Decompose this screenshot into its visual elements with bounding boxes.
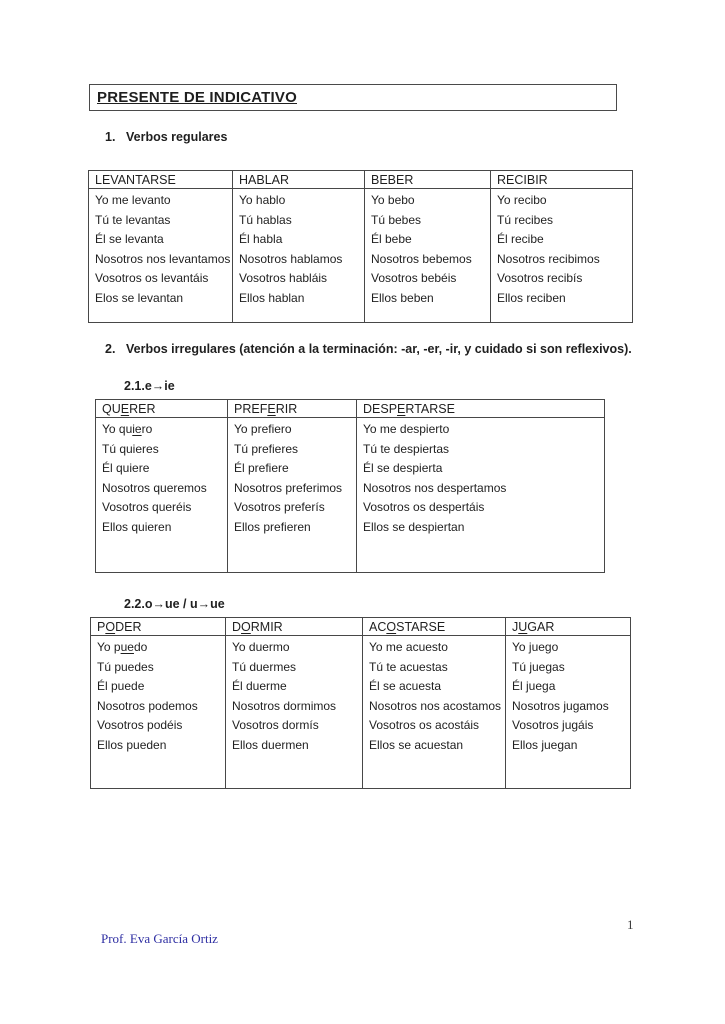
conjugation-line: Yo hablo bbox=[239, 193, 286, 207]
conjugation-line: Vosotros os despertáis bbox=[363, 500, 485, 515]
conjugation-cell-despertarse bbox=[357, 418, 605, 573]
conjugation-cell-dormir bbox=[226, 636, 363, 789]
conjugation-line: Ellos pueden bbox=[97, 737, 167, 752]
conjugation-line: Tú te despiertas bbox=[363, 441, 450, 456]
column-header-recibir: RECIBIR bbox=[491, 171, 633, 189]
conjugation-line: Vosotros bebéis bbox=[371, 271, 457, 286]
conjugation-line: Elos se levantan bbox=[95, 290, 184, 305]
conjugation-line: Yo me levanto bbox=[95, 193, 171, 207]
conjugation-line: Ellos quieren bbox=[102, 519, 172, 534]
conjugation-line: Nosotros dormimos bbox=[232, 698, 337, 713]
section-2-heading bbox=[105, 342, 632, 356]
table-header-row bbox=[91, 618, 631, 636]
conjugation-line: Nosotros nos levantamos bbox=[95, 251, 231, 266]
conjugation-cell-jugar bbox=[506, 636, 631, 789]
conjugation-line: Vosotros preferís bbox=[234, 500, 325, 515]
conjugation-line: Yo quiero bbox=[102, 422, 153, 436]
conjugation-line: Ellos hablan bbox=[239, 290, 305, 305]
column-header-poder: PODER bbox=[91, 618, 226, 636]
conjugation-line: Vosotros recibís bbox=[497, 271, 583, 286]
conjugation-line: Vosotros queréis bbox=[102, 500, 192, 515]
section-2-2-heading bbox=[124, 597, 225, 611]
conjugation-line: Él duerme bbox=[232, 679, 287, 694]
o-ue-verbs-table bbox=[90, 617, 631, 789]
conjugation-line: Él se levanta bbox=[95, 232, 164, 247]
conjugation-line: Tú recibes bbox=[497, 212, 554, 227]
column-header-preferir: PREFERIR bbox=[228, 400, 357, 418]
conjugation-line: Nosotros queremos bbox=[102, 480, 207, 495]
conjugation-line: Él quiere bbox=[102, 461, 150, 476]
table-body-row bbox=[89, 189, 633, 323]
conjugation-line: Nosotros podemos bbox=[97, 698, 198, 713]
conjugation-line: Nosotros hablamos bbox=[239, 251, 343, 266]
conjugation-line: Él se despierta bbox=[363, 461, 443, 476]
conjugation-line: Vosotros habláis bbox=[239, 271, 328, 286]
conjugation-line: Tú hablas bbox=[239, 212, 292, 227]
conjugation-line: Vosotros dormís bbox=[232, 718, 319, 733]
conjugation-line: Vosotros os acostáis bbox=[369, 718, 480, 733]
column-header-levantarse: LEVANTARSE bbox=[89, 171, 233, 189]
conjugation-cell-recibir bbox=[491, 189, 633, 323]
conjugation-cell-preferir bbox=[228, 418, 357, 573]
conjugation-line: Él recibe bbox=[497, 232, 544, 247]
conjugation-line: Yo prefiero bbox=[234, 422, 292, 436]
column-header-beber: BEBER bbox=[365, 171, 491, 189]
conjugation-line: Yo puedo bbox=[97, 640, 148, 654]
title-box bbox=[89, 84, 617, 111]
conjugation-cell-beber bbox=[365, 189, 491, 323]
conjugation-line: Nosotros preferimos bbox=[234, 480, 343, 495]
conjugation-line: Ellos reciben bbox=[497, 290, 566, 305]
conjugation-line: Él puede bbox=[97, 679, 145, 694]
conjugation-line: Ellos se despiertan bbox=[363, 519, 465, 534]
conjugation-line: Él juega bbox=[512, 679, 556, 694]
column-header-dormir: DORMIR bbox=[226, 618, 363, 636]
conjugation-line: Yo juego bbox=[512, 640, 559, 654]
section-2-number: 2. bbox=[105, 342, 116, 356]
section-2-1-label: 2.1.e→ie bbox=[124, 379, 175, 393]
conjugation-cell-levantarse bbox=[89, 189, 233, 323]
conjugation-line: Vosotros jugáis bbox=[512, 718, 594, 733]
footer-author: Prof. Eva García Ortiz bbox=[101, 931, 218, 946]
conjugation-line: Vosotros podéis bbox=[97, 718, 183, 733]
conjugation-line: Tú quieres bbox=[102, 441, 159, 456]
column-header-jugar: JUGAR bbox=[506, 618, 631, 636]
column-header-hablar: HABLAR bbox=[233, 171, 365, 189]
conjugation-cell-poder bbox=[91, 636, 226, 789]
conjugation-cell-acostarse bbox=[363, 636, 506, 789]
column-header-despertarse: DESPERTARSE bbox=[357, 400, 605, 418]
conjugation-line: Yo recibo bbox=[497, 193, 547, 207]
conjugation-line: Vosotros os levantáis bbox=[95, 271, 209, 286]
conjugation-cell-hablar bbox=[233, 189, 365, 323]
conjugation-line: Tú bebes bbox=[371, 212, 422, 227]
conjugation-line: Ellos prefieren bbox=[234, 519, 311, 534]
section-2-1-heading bbox=[124, 379, 175, 393]
e-ie-verbs-table bbox=[95, 399, 605, 573]
page-number: 1 bbox=[627, 917, 634, 932]
column-header-querer: QUERER bbox=[96, 400, 228, 418]
conjugation-line: Tú prefieres bbox=[234, 441, 299, 456]
table-header-row bbox=[96, 400, 605, 418]
conjugation-line: Ellos duermen bbox=[232, 737, 309, 752]
conjugation-line: Tú puedes bbox=[97, 659, 154, 674]
section-1-heading bbox=[105, 130, 227, 144]
conjugation-line: Ellos se acuestan bbox=[369, 737, 464, 752]
table-body-row bbox=[96, 418, 605, 573]
conjugation-line: Él se acuesta bbox=[369, 679, 442, 694]
conjugation-line: Yo duermo bbox=[232, 640, 290, 654]
conjugation-line: Él bebe bbox=[371, 232, 412, 247]
conjugation-line: Ellos beben bbox=[371, 290, 434, 305]
conjugation-line: Tú te acuestas bbox=[369, 659, 448, 674]
section-1-number: 1. bbox=[105, 130, 116, 144]
table-body-row bbox=[91, 636, 631, 789]
page-title: PRESENTE DE INDICATIVO bbox=[97, 89, 297, 106]
conjugation-line: Nosotros jugamos bbox=[512, 698, 609, 713]
section-2-label: Verbos irregulares (atención a la terminación: -ar, -er, -ir, y cuidado si son reflexivos). bbox=[126, 342, 632, 356]
conjugation-line: Yo me despierto bbox=[363, 422, 450, 436]
conjugation-line: Tú duermes bbox=[232, 659, 297, 674]
column-header-acostarse: ACOSTARSE bbox=[363, 618, 506, 636]
conjugation-line: Tú juegas bbox=[512, 659, 565, 674]
conjugation-line: Nosotros nos acostamos bbox=[369, 698, 502, 713]
conjugation-line: Ellos juegan bbox=[512, 737, 578, 752]
regular-verbs-table bbox=[88, 170, 633, 323]
conjugation-line: Yo bebo bbox=[371, 193, 415, 207]
conjugation-line: Nosotros bebemos bbox=[371, 251, 472, 266]
conjugation-cell-querer bbox=[96, 418, 228, 573]
table-header-row bbox=[89, 171, 633, 189]
section-2-2-label: 2.2.o→ue / u→ue bbox=[124, 597, 225, 611]
conjugation-line: Nosotros nos despertamos bbox=[363, 480, 507, 495]
conjugation-line: Él habla bbox=[239, 232, 283, 247]
conjugation-line: Él prefiere bbox=[234, 461, 289, 476]
section-1-label: Verbos regulares bbox=[126, 130, 228, 144]
conjugation-line: Yo me acuesto bbox=[369, 640, 448, 654]
conjugation-line: Tú te levantas bbox=[95, 212, 171, 227]
conjugation-line: Nosotros recibimos bbox=[497, 251, 600, 266]
